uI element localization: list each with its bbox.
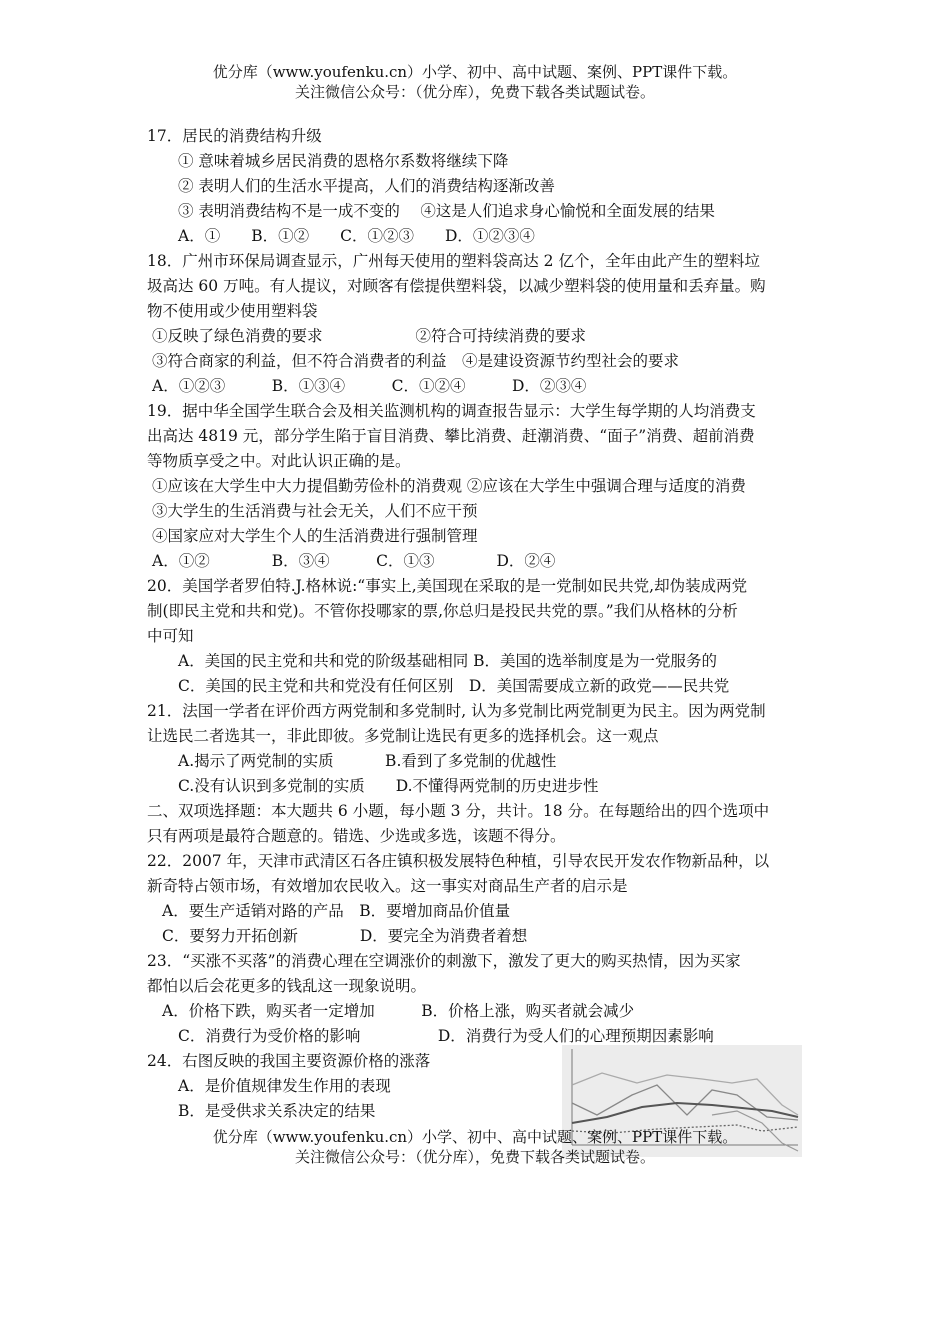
q17-stem: 17．居民的消费结构升级 xyxy=(147,127,322,145)
q17-option-2: ② 表明人们的生活水平提高，人们的消费结构逐渐改善 xyxy=(178,177,555,195)
q20-options-c-d: C．美国的民主党和共和党没有任何区别 D．美国需要成立新的政党——民共党 xyxy=(178,677,730,695)
q18-options-3-4: ③符合商家的利益，但不符合消费者的利益 ④是建设资源节约型社会的要求 xyxy=(152,352,680,370)
q18-stem-line-3: 物不使用或少使用塑料袋 xyxy=(147,302,318,320)
q23-options-a-b: A．价格下跌，购买者一定增加 B．价格上涨，购买者就会减少 xyxy=(162,1002,635,1020)
q18-stem-line-1: 18．广州市环保局调查显示，广州每天使用的塑料袋高达 2 亿个，全年由此产生的塑料垃 xyxy=(147,252,760,270)
header-line-2: 关注微信公众号：（优分库），免费下载各类试题试卷。 xyxy=(294,83,655,101)
q22-stem-line-2: 新奇特占领市场，有效增加农民收入。这一事实对商品生产者的启示是 xyxy=(147,877,628,895)
q19-option-4: ④国家应对大学生个人的生活消费进行强制管理 xyxy=(152,527,478,545)
q23-options-c-d: C．消费行为受价格的影响 D．消费行为受人们的心理预期因素影响 xyxy=(178,1027,714,1045)
chart-series-1-line xyxy=(572,1073,798,1115)
q18-choices: A．①②③ B．①③④ C．①②④ D．②③④ xyxy=(152,377,587,395)
q21-options-c-d: C.没有认识到多党制的实质 D.不懂得两党制的历史进步性 xyxy=(178,777,599,795)
q18-stem-line-2: 圾高达 60 万吨。有人提议，对顾客有偿提供塑料袋，以减少塑料袋的使用量和丢弃量。购 xyxy=(147,277,766,295)
q24-option-a: A．是价值规律发生作用的表现 xyxy=(178,1077,391,1095)
q20-options-a-b: A．美国的民主党和共和党的阶级基础相同 B．美国的选举制度是为一党服务的 xyxy=(178,652,718,670)
q20-stem-line-2: 制(即民主党和共和党)。不管你投哪家的票,你总归是投民共党的票。”我们从格林的分析 xyxy=(147,602,738,620)
q19-stem-line-3: 等物质享受之中。对此认识正确的是。 xyxy=(147,452,411,470)
q21-options-a-b: A.揭示了两党制的实质 B.看到了多党制的优越性 xyxy=(178,752,557,770)
q19-stem-line-2: 出高达 4819 元，部分学生陷于盲目消费、攀比消费、赶潮消费、“面子”消费、超前消费 xyxy=(147,427,755,445)
q22-stem-line-1: 22．2007 年，天津市武清区石各庄镇积极发展特色种植，引导农民开发农作物新品种，以 xyxy=(147,852,770,870)
q22-options-a-b: A．要生产适销对路的产品 B．要增加商品价值量 xyxy=(162,902,511,920)
section-2-intro-line-2: 只有两项是最符合题意的。错选、少选或多选，该题不得分。 xyxy=(147,827,566,845)
q18-options-1-2: ①反映了绿色消费的要求 ②符合可持续消费的要求 xyxy=(152,327,587,345)
footer-line-2: 关注微信公众号：（优分库），免费下载各类试题试卷。 xyxy=(294,1148,655,1166)
q19-stem-line-1: 19．据中华全国学生联合会及相关监测机构的调查报告显示：大学生每学期的人均消费支 xyxy=(147,402,756,420)
page-header xyxy=(0,62,950,102)
q20-stem-line-3: 中可知 xyxy=(147,627,194,645)
footer-line-1: 优分库（www.youfenku.cn）小学、初中、高中试题、案例、PPT课件下载。 xyxy=(212,1128,738,1146)
q20-stem-line-1: 20．美国学者罗伯特.J.格林说:“事实上,美国现在采取的是一党制如民共党,却伪装成两党 xyxy=(147,577,748,595)
q24-stem: 24．右图反映的我国主要资源价格的涨落 xyxy=(147,1052,431,1070)
q24-option-b: B．是受供求关系决定的结果 xyxy=(178,1102,376,1120)
q21-stem-line-2: 让选民二者选其一，非此即彼。多党制让选民有更多的选择机会。这一观点 xyxy=(147,727,659,745)
q23-stem-line-1: 23．“买涨不买落”的消费心理在空调涨价的刺激下，激发了更大的购买热情，因为买家 xyxy=(147,952,741,970)
q19-choices: A．①② B．③④ C．①③ D．②④ xyxy=(152,552,556,570)
q17-option-1: ① 意味着城乡居民消费的恩格尔系数将继续下降 xyxy=(178,152,509,170)
page-footer xyxy=(0,1127,950,1167)
header-line-1: 优分库（www.youfenku.cn）小学、初中、高中试题、案例、PPT课件下载。 xyxy=(212,63,738,81)
q22-options-c-d: C．要努力开拓创新 D．要完全为消费者着想 xyxy=(162,927,528,945)
q23-stem-line-2: 都怕以后会花更多的钱乱这一现象说明。 xyxy=(147,977,427,995)
q17-choices: A．① B．①② C．①②③ D．①②③④ xyxy=(178,227,535,245)
q17-option-3-4: ③ 表明消费结构不是一成不变的 ④这是人们追求身心愉悦和全面发展的结果 xyxy=(178,202,715,220)
q19-options-1-2: ①应该在大学生中大力提倡勤劳俭朴的消费观 ②应该在大学生中强调合理与适度的消费 xyxy=(152,477,746,495)
q19-option-3: ③大学生的生活消费与社会无关，人们不应干预 xyxy=(152,502,478,520)
section-2-intro-line-1: 二、双项选择题：本大题共 6 小题，每小题 3 分，共计。18 分。在每题给出的四个选项中 xyxy=(147,802,770,820)
q21-stem-line-1: 21．法国一学者在评价西方两党制和多党制时, 认为多党制比两党制更为民主。因为两党制 xyxy=(147,702,766,720)
